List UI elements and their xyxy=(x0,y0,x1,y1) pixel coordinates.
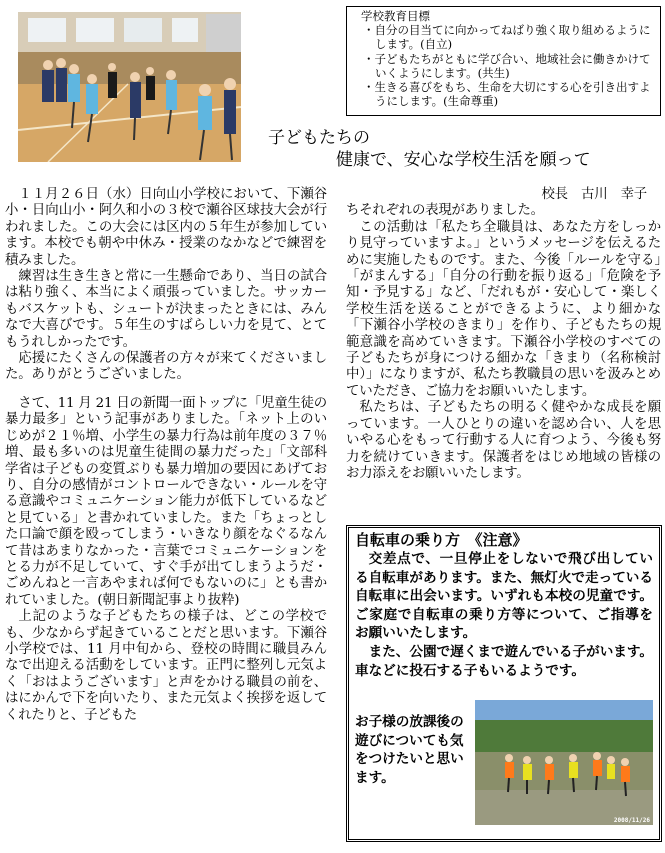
paragraph-continuation: ちそれぞれの表現がありました。 xyxy=(346,203,544,219)
paragraph-practice: 練習は生き生きと常に一生懸命であり、当日の試合は粘り強く、本当によく頑張っていました。サッカーもバスケットも、シュートが決まったときには、みんなで大喜びです。５年生のすばらしい力を見て、とてもうれしかったです。 xyxy=(5,269,327,350)
photo-date-stamp: 2008/11/26 xyxy=(613,817,650,824)
paragraph-newspaper: さて、11 月 21 日の新聞一面トップに「児童生徒の暴力最多」という記事がありました。「ネット上のいじめが２１％増、小学生の暴力行為は前年度の３７％増、最も多いのは児童生徒間の暴力だった」「文部科学省は子どもの変質ぶりも暴力増加の要因にあげており、自分の感情がコントロールできない・ルールを守る意識やコミュニケーション能力が低下しているなどと見ている」と書かれていました。また「ちょっとした口論で顔を殴ってしまう・いきなり顔をなぐるなんて昔はあまりなかった・言葉でコミュニケーションをとる力が不足していて、すぐ手が出てしまうようだ・ごめんねと一言あやまれば何でもないのに」とも書かれていました。(朝日新聞記事より抜粋) xyxy=(5,395,327,608)
bicycle-notice-box xyxy=(346,525,662,842)
goal-item-respect-life: ・生きる喜びをもち、生命を大切にする心を引き出すようにします。(生命尊重) xyxy=(363,80,651,109)
left-column xyxy=(5,187,327,724)
basketball-gym-photo xyxy=(18,12,241,162)
soccer-photo xyxy=(475,700,653,825)
bicycle-notice-title: 自転車の乗り方 《注意》 xyxy=(355,531,528,549)
bicycle-notice-para1: 交差点で、一旦停止をしないで飛び出している自転車があります。また、無灯火で走っている自転車に出会います。いずれも本校の児童です。ご家庭で自転車の乗り方等について、ご指導をお願いいたします。 xyxy=(355,551,653,642)
article-title-line1: 子どもたちの xyxy=(268,128,370,148)
author-line: 校長 古川 幸子 xyxy=(541,187,647,202)
paragraph-rules: この活動は「私たち全職員は、あなた方をしっかり見守っていますよ。」というメッセージを伝えるために実施したものです。また、今後「ルールを守る」「がまんする」「自分の行動を振り返る」「危険を予知・予見する」など、「だれもが・安心して・楽しく学校生活を送ることができるように、より細かな「下瀬谷小学校のきまり」を作り、子どもたちの規範意識を高めていきます。下瀬谷小学校のすべての子どもたちが身につける細かな「きまり（名称検討中）」になりますが、私たち教職員の思いを汲みとめていただき、ご協力をお願いいたします。 xyxy=(346,219,661,399)
bicycle-notice-body xyxy=(355,550,653,680)
paragraph-growth: 私たちは、子どもたちの明るく健やかな成長を願っています。一人ひとりの違いを認め合い、人を思いやる心をもって行動する人に育つよう、今後も努力を続けていきます。保護者をはじめ地域の皆様のお力添えをお願いいたします。 xyxy=(346,400,661,481)
paragraph-greeting-activity: 上記のような子どもたちの様子は、どこの学校でも、少なからず起きていることだと思います。下瀬谷小学校では、11 月中旬から、登校の時間に職員みんなで出迎える活動をしています。正門に整列し元気よく「おはようございます」と声をかける職員の前を、はにかんで下を向いたり、また元気よく挨拶を返してくれたりと、子どもた xyxy=(5,609,327,723)
paragraph-thanks: 応援にたくさんの保護者の方々が来てくださいました。ありがとうございました。 xyxy=(5,351,327,383)
article-title-line2: 健康で、安心な学校生活を願って xyxy=(336,150,591,170)
right-column xyxy=(346,187,661,482)
paragraph-sports-event: １１月２６日（水）日向山小学校において、下瀬谷小・日向山小・阿久和小の３校で瀬谷区球技大会が行われました。この大会には区内の５年生が参加しています。本校でも朝や中休み・授業のなかなどで練習を積みました。 xyxy=(5,187,327,268)
bicycle-notice-para2: また、公園で遅くまで遊んでいる子がいます。車などに投石する子もいるようです。 xyxy=(355,643,653,679)
bicycle-notice-tail: お子様の放課後の遊びについても気をつけたいと思います。 xyxy=(355,714,464,786)
goal-item-coexistence: ・子どもたちがともに学び合い、地域社会に働きかけていくようにします。(共生) xyxy=(363,51,651,80)
goals-header: 学校教育目標 xyxy=(361,9,430,23)
goal-item-independence: ・自分の目当てに向かってねばり強く取り組めるようにします。(自立) xyxy=(363,23,651,52)
school-goals-box xyxy=(346,6,661,116)
